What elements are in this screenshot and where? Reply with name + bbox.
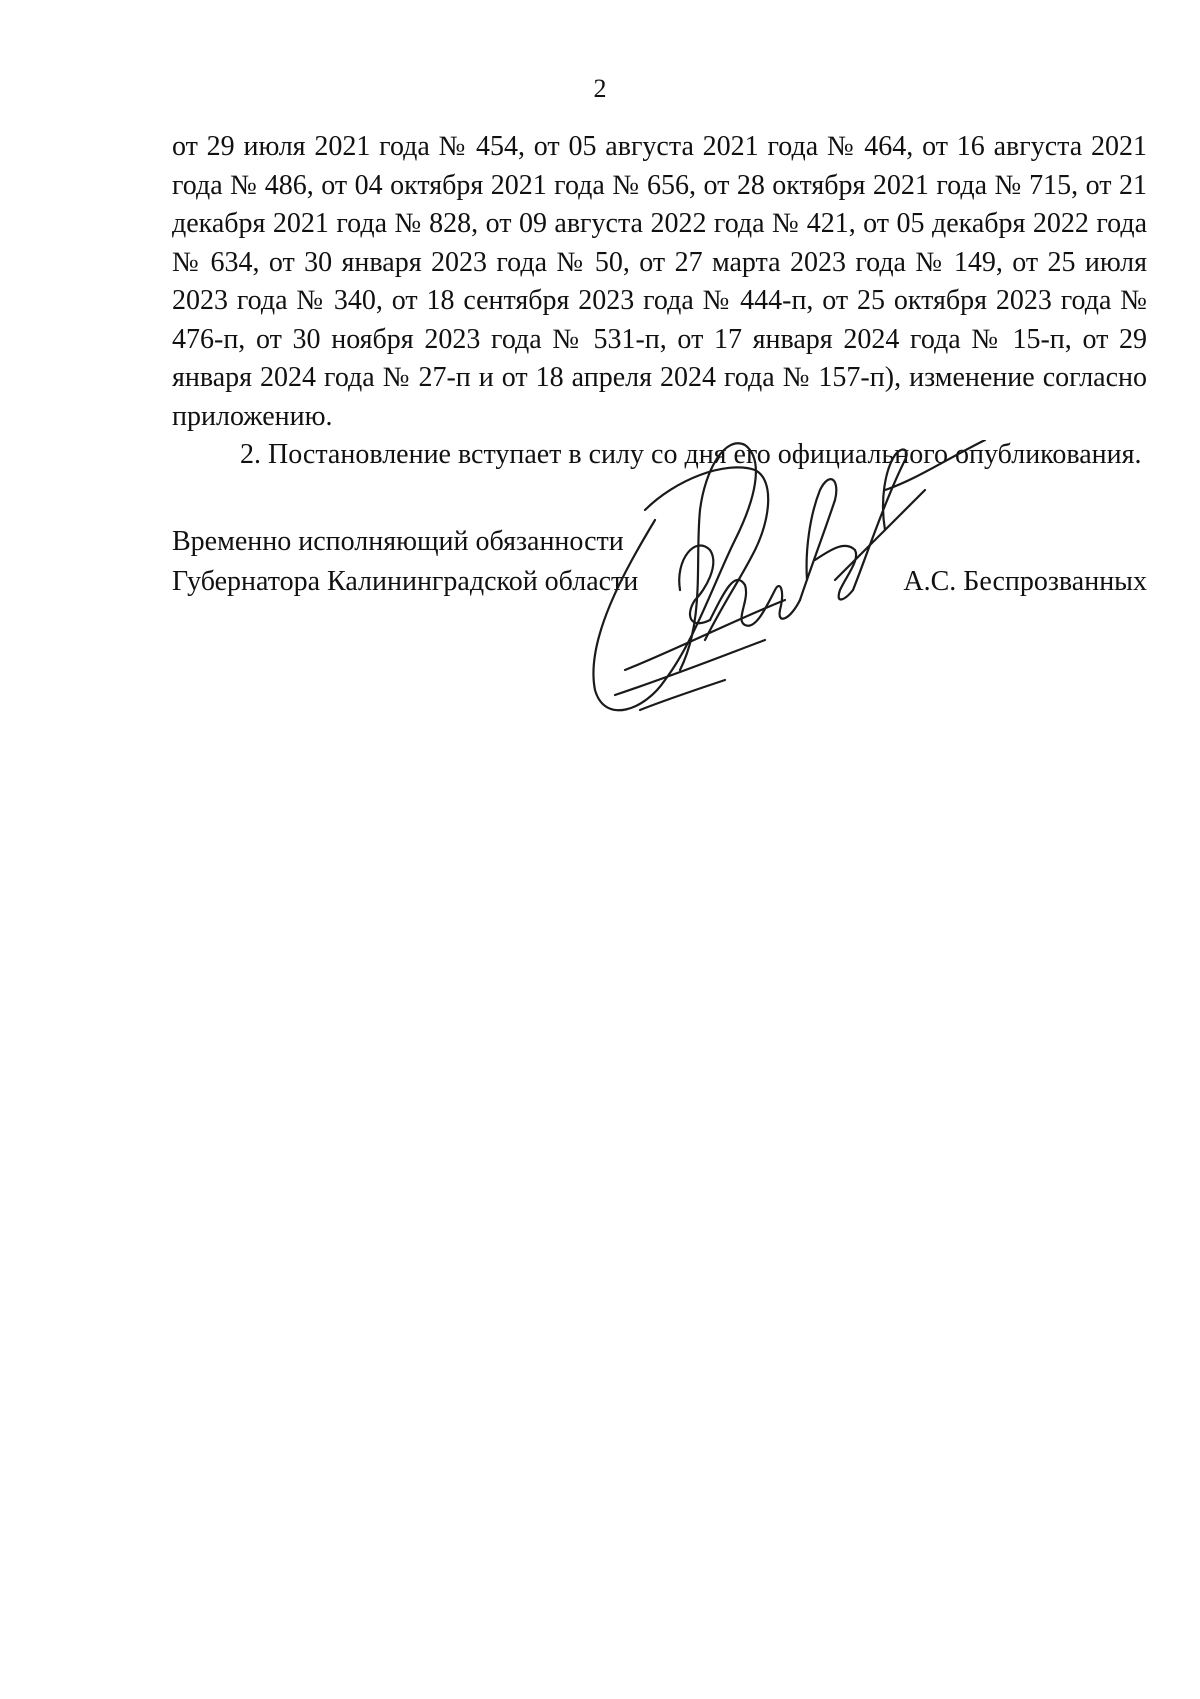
signer-title-line-1: Временно исполняющий обязанности xyxy=(172,526,624,557)
signer-name: А.С. Беспрозванных xyxy=(903,566,1147,597)
page-number: 2 xyxy=(593,74,607,103)
document-body xyxy=(172,128,1147,475)
body-paragraph-2: 2. Постановление вступает в силу со дня его официального опубликования. xyxy=(240,439,1142,470)
signature-block xyxy=(172,522,1147,602)
body-paragraph-1: от 29 июля 2021 года № 454, от 05 августа 2021 года № 464, от 16 августа 2021 года № 486, от 04 октября 2021 года № 656, от 28 октября 2021 года № 715, от 21 декабря 2021 года № 828, от 09 августа 2022 года № 421, от 05 декабря 2022 года № 634, от 30 января 2023 года № 50, от 27 марта 2023 года № 149, от 25 июля 2023 года № 340, от 18 сентября 2023 года № 444-п, от 25 октября 2023 года № 476-п, от 30 ноября 2023 года № 531-п, от 17 января 2024 года № 15-п, от 29 января 2024 года № 27-п и от 18 апреля 2024 года № 157-п), изменение согласно приложению. xyxy=(172,131,1147,432)
signer-title-line-2: Губернатора Калининградской области xyxy=(172,566,639,597)
